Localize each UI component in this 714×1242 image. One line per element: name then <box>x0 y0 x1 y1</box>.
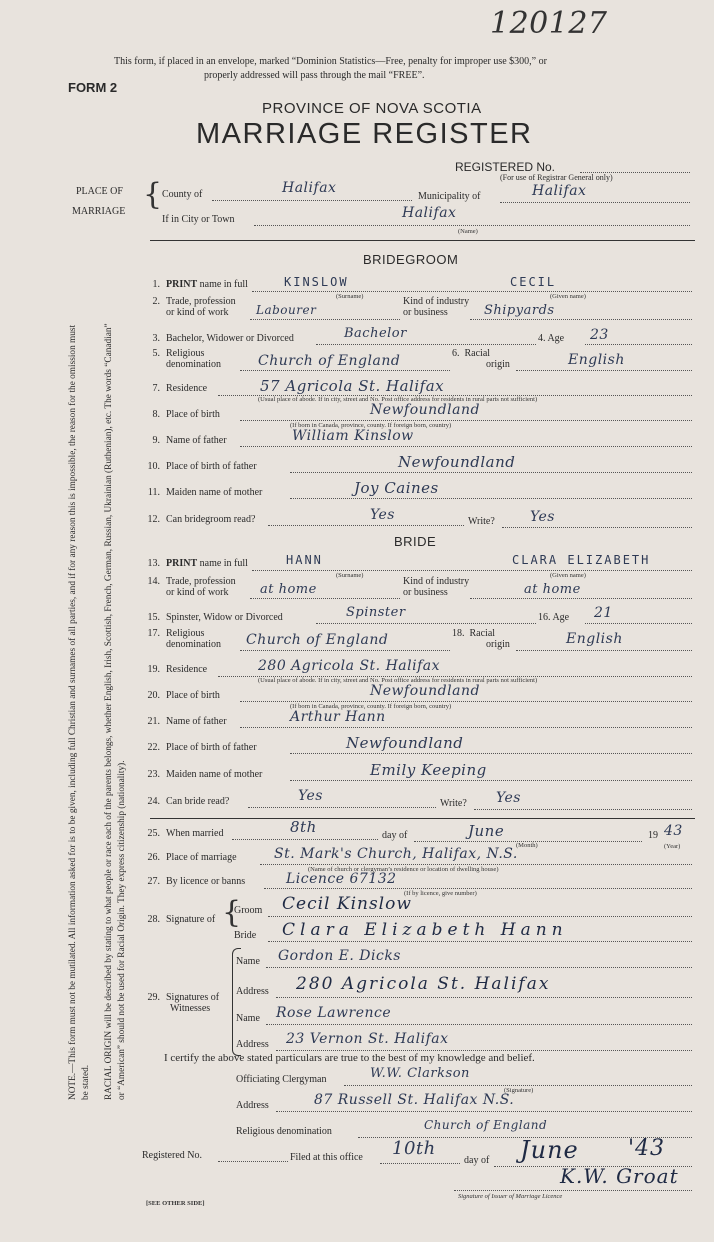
religious-label-1: Religious <box>166 348 205 359</box>
groom-name-line <box>252 291 692 292</box>
clergy-address: 87 Russell St. Halifax N.S. <box>314 1092 515 1108</box>
county-line <box>212 200 412 201</box>
issuer-signature: K.W. Groat <box>560 1164 679 1188</box>
write-label: Write? <box>468 516 495 527</box>
industry-label-2: or business <box>403 307 448 318</box>
line-number: 15. <box>147 612 160 623</box>
signatures-of-label: Signatures of <box>166 992 220 1003</box>
line-number: 18. <box>452 628 465 639</box>
line-number: 1. <box>152 279 160 290</box>
groom-sign-label: Groom <box>234 905 263 916</box>
industry-label-1: Kind of industry <box>403 296 470 307</box>
bride-signature: Clara Elizabeth Hann <box>282 920 568 940</box>
line-number: 10. <box>147 461 160 472</box>
groom-mother: Joy Caines <box>354 479 439 497</box>
marriage-year: 43 <box>664 823 683 839</box>
groom-read: Yes <box>370 507 395 523</box>
marriage-place-line <box>260 864 692 865</box>
postal-notice-line-2: properly addressed will pass through the mail “FREE”. <box>204 70 425 81</box>
mother-label: Maiden name of mother <box>166 769 263 780</box>
racial-label-2: origin <box>486 639 510 650</box>
witness1-name-line <box>266 967 692 968</box>
groom-industry: Shipyards <box>484 303 555 318</box>
issuer-line <box>454 1190 692 1191</box>
groom-father: William Kinslow <box>292 428 414 444</box>
signature-of-label: Signature of <box>166 914 216 925</box>
year-caption: (Year) <box>664 843 681 850</box>
write-label: Write? <box>440 798 467 809</box>
groom-industry-line <box>470 319 692 320</box>
bride-name-line <box>252 570 692 571</box>
registrar-note: (For use of Registrar General only) <box>500 173 613 182</box>
bride-trade-line <box>250 598 400 599</box>
groom-status: Bachelor <box>344 326 407 341</box>
given-caption: (Given name) <box>550 293 586 300</box>
bride-birthplace: Newfoundland <box>370 683 480 699</box>
document-title: MARRIAGE REGISTER <box>196 118 533 150</box>
witness1-name: Gordon E. Dicks <box>278 948 401 964</box>
marriage-month: June <box>468 822 505 840</box>
county-label: County of <box>162 189 203 200</box>
bride-father: Arthur Hann <box>290 709 386 725</box>
document-number: 120127 <box>490 6 608 41</box>
bride-age: 21 <box>594 605 613 621</box>
licence-line <box>264 888 692 889</box>
industry-label-2: or business <box>403 587 448 598</box>
bride-residence: 280 Agricola St. Halifax <box>258 658 441 674</box>
residence-label: Residence <box>166 383 208 394</box>
birth-caption: (If born in Canada, province, county. If foreign born, country) <box>290 422 452 429</box>
line-number: 5. <box>152 348 160 359</box>
place-marriage-label: Place of marriage <box>166 852 237 863</box>
groom-mother-line <box>290 498 692 499</box>
line-number: 19. <box>147 664 160 675</box>
witness2-address-label: Address <box>236 1039 269 1050</box>
filed-day: 10th <box>392 1138 436 1159</box>
bride-father-birth: Newfoundland <box>346 734 464 752</box>
bride-sign-label: Bride <box>234 930 257 941</box>
officiating-label: Officiating Clergyman <box>236 1074 327 1085</box>
municipality-value: Halifax <box>532 183 587 199</box>
groom-father-birth: Newfoundland <box>398 453 516 471</box>
line-number: 25. <box>147 828 160 839</box>
groom-father-birth-line <box>290 472 692 473</box>
municipality-label: Municipality of <box>418 191 481 202</box>
mid-rule <box>150 818 695 819</box>
bride-father-birth-line <box>290 753 692 754</box>
marriage-day-line <box>232 839 378 840</box>
line-number: 3. <box>152 333 160 344</box>
province-heading: PROVINCE OF NOVA SCOTIA <box>262 100 482 117</box>
groom-trade-line <box>250 319 400 320</box>
print-label: PRINT <box>166 558 198 569</box>
groom-father-line <box>240 446 692 447</box>
bride-heading: BRIDE <box>394 534 437 549</box>
witness1-address: 280 Agricola St. Halifax <box>296 974 551 994</box>
bride-religion-line <box>240 650 450 651</box>
line-number: 8. <box>152 409 160 420</box>
father-birth-label: Place of birth of father <box>166 461 257 472</box>
religious-label-2: denomination <box>166 639 221 650</box>
signature-brace: { <box>222 895 242 930</box>
clergy-address-label: Address <box>236 1100 269 1111</box>
form-label: FORM 2 <box>68 80 118 95</box>
religious-denomination-label: Religious denomination <box>236 1126 332 1137</box>
place-of-label: PLACE OF <box>76 186 123 197</box>
clergy-denomination: Church of England <box>424 1118 548 1132</box>
name-in-full-label: name in full <box>199 279 248 290</box>
bride-industry-line <box>470 598 692 599</box>
bride-father-line <box>240 727 692 728</box>
racial-label-1: Racial <box>469 628 496 639</box>
witness2-name: Rose Lawrence <box>276 1005 392 1021</box>
filed-day-line <box>380 1163 460 1164</box>
groom-signature-line <box>268 916 692 917</box>
when-married-label: When married <box>166 828 224 839</box>
bride-mother-line <box>290 780 692 781</box>
residence-caption: (Usual place of abode. If in city, street and No. Post office address for residents in rural parts not sufficient) <box>258 677 538 684</box>
witness2-name-line <box>266 1024 692 1025</box>
witness2-address-line <box>276 1050 692 1051</box>
line-number: 7. <box>152 383 160 394</box>
groom-write: Yes <box>530 509 555 525</box>
bride-write: Yes <box>496 790 521 806</box>
bride-status-line <box>316 623 536 624</box>
clergyman-signature: W.W. Clarkson <box>370 1066 470 1081</box>
bride-racial: English <box>566 631 623 647</box>
witness2-name-label: Name <box>236 1013 260 1024</box>
groom-age-line <box>585 344 692 345</box>
religious-label-2: denomination <box>166 359 221 370</box>
clergy-address-line <box>276 1111 692 1112</box>
line-number: 12. <box>147 514 160 525</box>
mother-label: Maiden name of mother <box>166 487 263 498</box>
witnesses-label: Witnesses <box>170 1003 211 1014</box>
groom-write-line <box>502 527 692 528</box>
groom-given: CECIL <box>510 275 557 289</box>
bride-racial-line <box>516 650 692 651</box>
municipality-line <box>500 202 690 203</box>
trade-label-2: or kind of work <box>166 307 229 318</box>
line-number: 28. <box>147 914 160 925</box>
groom-read-line <box>268 525 464 526</box>
birth-label: Place of birth <box>166 409 220 420</box>
trade-label-1: Trade, profession <box>166 576 236 587</box>
industry-label-1: Kind of industry <box>403 576 470 587</box>
birth-label: Place of birth <box>166 690 220 701</box>
bride-industry: at home <box>524 582 581 597</box>
place-marriage-caption: (Name of church or clergyman’s residence or location of dwelling house) <box>308 866 499 873</box>
groom-status-line <box>316 344 536 345</box>
line-number: 13. <box>147 558 160 569</box>
licence-caption: (If by licence, give number) <box>404 890 477 897</box>
line-number: 27. <box>147 876 160 887</box>
surname-caption: (Surname) <box>336 572 364 579</box>
signature-caption: (Signature) <box>504 1087 534 1094</box>
marriage-day: 8th <box>290 818 317 836</box>
postal-notice-line-1: This form, if placed in an envelope, marked “Dominion Statistics—Free, penalty for improper use $300,” or <box>114 56 547 67</box>
father-label: Name of father <box>166 716 227 727</box>
witness1-address-label: Address <box>236 986 269 997</box>
line-number: 23. <box>147 769 160 780</box>
year-prefix: 19 <box>648 830 658 841</box>
line-number: 16. <box>538 612 551 623</box>
city-label: If in City or Town <box>162 214 235 225</box>
top-rule <box>150 240 695 241</box>
city-line <box>254 225 690 226</box>
bachelor-label: Bachelor, Widower or Divorced <box>166 333 294 344</box>
name-in-full-label: name in full <box>199 558 248 569</box>
line-number: 11. <box>147 487 160 498</box>
father-label: Name of father <box>166 435 227 446</box>
trade-label-2: or kind of work <box>166 587 229 598</box>
see-other-side: [SEE OTHER SIDE] <box>146 1200 205 1207</box>
county-value: Halifax <box>282 180 337 196</box>
city-value: Halifax <box>402 205 457 221</box>
bride-signature-line <box>268 941 692 942</box>
registered-no-label: REGISTERED No. <box>455 160 556 174</box>
birth-caption: (If born in Canada, province, county. If foreign born, country) <box>290 703 452 710</box>
month-caption: (Month) <box>516 842 538 849</box>
line-number: 14. <box>147 576 160 587</box>
line-number: 20. <box>147 690 160 701</box>
day-of-label: day of <box>382 830 408 841</box>
trade-label-1: Trade, profession <box>166 296 236 307</box>
marriage-label: MARRIAGE <box>72 206 126 217</box>
groom-religion: Church of England <box>258 353 401 369</box>
filed-month: June <box>520 1136 579 1164</box>
bridegroom-heading: BRIDEGROOM <box>363 252 459 267</box>
filed-year: '43 <box>628 1136 666 1161</box>
print-label: PRINT <box>166 279 198 290</box>
age-label: Age <box>547 333 565 344</box>
residence-label: Residence <box>166 664 208 675</box>
line-number: 24. <box>147 796 160 807</box>
witness1-name-label: Name <box>236 956 260 967</box>
bride-surname: HANN <box>286 553 323 567</box>
line-number: 26. <box>147 852 160 863</box>
groom-age: 23 <box>590 327 609 343</box>
groom-residence: 57 Agricola St. Halifax <box>260 377 445 395</box>
registered-no2-line <box>218 1161 288 1162</box>
witness2-address: 23 Vernon St. Halifax <box>286 1031 449 1047</box>
bride-mother: Emily Keeping <box>370 761 487 779</box>
line-number: 21. <box>147 716 160 727</box>
name-caption: (Name) <box>458 228 478 235</box>
marriage-place: St. Mark's Church, Halifax, N.S. <box>274 846 518 862</box>
bride-given: CLARA ELIZABETH <box>512 553 651 567</box>
groom-signature: Cecil Kinslow <box>282 894 412 914</box>
registered-no2-label: Registered No. <box>142 1150 202 1161</box>
spinster-label: Spinster, Widow or Divorced <box>166 612 283 623</box>
groom-racial: English <box>568 352 625 368</box>
line-number: 6. <box>452 348 460 359</box>
certify-text: I certify the above stated particulars are true to the best of my knowledge and belief. <box>164 1052 535 1064</box>
bride-read: Yes <box>298 788 323 804</box>
line-number: 4. <box>538 333 546 344</box>
bride-read-label: Can bride read? <box>166 796 230 807</box>
clergyman-line <box>344 1085 692 1086</box>
groom-racial-line <box>516 370 692 371</box>
bride-birth-line <box>240 701 692 702</box>
racial-label-2: origin <box>486 359 510 370</box>
line-number: 2. <box>152 296 160 307</box>
line-number: 9. <box>152 435 160 446</box>
witness1-address-line <box>276 997 692 998</box>
surname-caption: (Surname) <box>336 293 364 300</box>
bride-read-line <box>248 807 436 808</box>
bride-trade: at home <box>260 582 317 597</box>
father-birth-label: Place of birth of father <box>166 742 257 753</box>
residence-caption: (Usual place of abode. If in city, street and No. Post office address for residents in rural parts not sufficient) <box>258 396 538 403</box>
issuer-caption: Signature of Issuer of Marriage Licence <box>458 1193 563 1200</box>
licence-value: Licence 67132 <box>286 871 397 887</box>
given-caption: (Given name) <box>550 572 586 579</box>
groom-birth-line <box>240 420 692 421</box>
bride-write-line <box>474 809 692 810</box>
line-number: 17. <box>147 628 160 639</box>
groom-trade: Labourer <box>256 303 317 317</box>
bride-status: Spinster <box>346 605 406 620</box>
line-number: 22. <box>147 742 160 753</box>
groom-read-label: Can bridegroom read? <box>166 514 256 525</box>
religious-label-1: Religious <box>166 628 205 639</box>
filed-day-of-label: day of <box>464 1155 490 1166</box>
age-label: Age <box>552 612 570 623</box>
side-note-col1: NOTE.—This form must not be mutilated. All information asked for is to be given, including full Christian and surnames of all parties, and if for any reason this is impossible, the reason for the omission must be stated. <box>68 324 91 1100</box>
line-number: 29. <box>147 992 160 1003</box>
groom-birthplace: Newfoundland <box>370 402 480 418</box>
bride-religion: Church of England <box>246 632 389 648</box>
racial-label-1: Racial <box>464 348 491 359</box>
side-note-col2: RACIAL ORIGIN will be described by stating to what people or race each of the parents belongs, whether English, Irish, Scottish, French, German, Russian, Ukrainian (Ruthenian), etc. The words “Canadian” or “American” should not be used for Racial Origin. They express citizenship (nationality). <box>104 323 127 1100</box>
filed-label: Filed at this office <box>290 1152 363 1163</box>
groom-surname: KINSLOW <box>284 275 349 289</box>
groom-religion-line <box>240 370 450 371</box>
licence-label: By licence or banns <box>166 876 246 887</box>
place-brace: { <box>143 177 163 212</box>
bride-age-line <box>585 623 692 624</box>
